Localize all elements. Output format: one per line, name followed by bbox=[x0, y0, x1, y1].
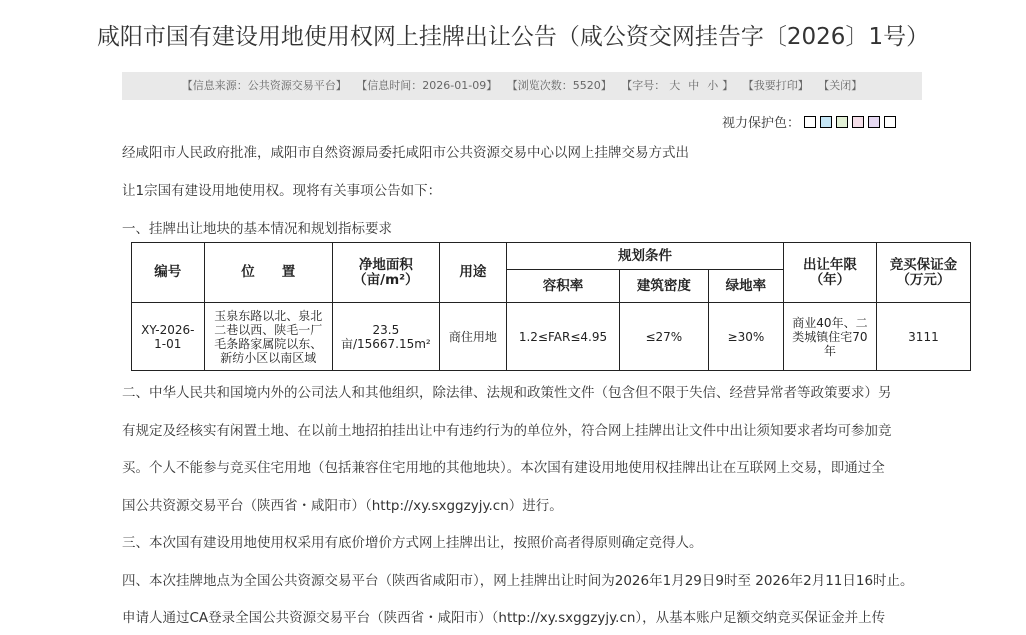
page-title: 咸阳市国有建设用地使用权网上挂牌出让公告（咸公资交网挂告字〔2026〕1号） bbox=[96, 24, 930, 50]
eye-care-label: 视力保护色： bbox=[722, 116, 801, 131]
paragraph-4: 四、本次挂牌地点为全国公共资源交易平台（陕西省咸阳市），网上挂牌出让时间为2026年1月29日9时至 2026年2月11日16时止。 bbox=[122, 573, 914, 589]
eye-care-swatch[interactable] bbox=[868, 116, 880, 128]
cell-term: 商业40年、二类城镇住宅70年 bbox=[784, 303, 877, 371]
print-link[interactable]: 【我要打印】 bbox=[742, 79, 809, 92]
cell-far: 1.2≤FAR≤4.95 bbox=[507, 303, 620, 371]
cell-location: 玉泉东路以北、泉北二巷以西、陕毛一厂毛条路家属院以东、新纺小区以南区域 bbox=[204, 303, 332, 371]
eye-care-swatch[interactable] bbox=[852, 116, 864, 128]
eye-care-selector bbox=[722, 112, 896, 131]
paragraph-intro-line1: 经咸阳市人民政府批准，咸阳市自然资源局委托咸阳市公共资源交易中心以网上挂牌交易方式出 bbox=[122, 145, 689, 161]
eye-care-swatch[interactable] bbox=[884, 116, 896, 128]
section-heading-1: 一、挂牌出让地块的基本情况和规划指标要求 bbox=[122, 221, 392, 237]
cell-use: 商住用地 bbox=[439, 303, 506, 371]
font-size-label: 【字号： bbox=[621, 79, 666, 92]
eye-care-swatch[interactable] bbox=[820, 116, 832, 128]
header-location: 位 置 bbox=[204, 243, 332, 303]
paragraph-intro-line2: 让1宗国有建设用地使用权。现将有关事项公告如下： bbox=[122, 183, 442, 199]
paragraph-2-line4: 国公共资源交易平台（陕西省・咸阳市）（http://xy.sxggzyjy.cn）进行。 bbox=[122, 498, 563, 514]
font-large-link[interactable]: 大 bbox=[669, 79, 681, 92]
info-time: 【信息时间：2026-01-09】 bbox=[356, 79, 498, 92]
close-link[interactable]: 【关闭】 bbox=[818, 79, 863, 92]
cell-density: ≤27% bbox=[619, 303, 708, 371]
land-parcel-table bbox=[131, 242, 971, 371]
header-use: 用途 bbox=[439, 243, 506, 303]
font-size-suffix: 】 bbox=[722, 79, 734, 92]
cell-deposit: 3111 bbox=[876, 303, 970, 371]
header-area: 净地面积（亩/m²） bbox=[332, 243, 439, 303]
paragraph-3: 三、本次国有建设用地使用权采用有底价增价方式网上挂牌出让，按照价高者得原则确定竞得人。 bbox=[122, 535, 703, 551]
font-small-link[interactable]: 小 bbox=[707, 79, 719, 92]
font-size-control bbox=[621, 79, 733, 92]
header-green: 绿地率 bbox=[708, 270, 783, 303]
info-source: 【信息来源：公共资源交易平台】 bbox=[181, 79, 347, 92]
font-medium-link[interactable]: 中 bbox=[688, 79, 700, 92]
table-row bbox=[132, 303, 971, 371]
eye-care-swatch[interactable] bbox=[836, 116, 848, 128]
header-density: 建筑密度 bbox=[619, 270, 708, 303]
paragraph-2-line2: 有规定及经核实有闲置土地、在以前土地招拍挂出让中有违约行为的单位外，符合网上挂牌出让文件中出让须知要求者均可参加竞 bbox=[122, 423, 892, 439]
header-term: 出让年限（年） bbox=[784, 243, 877, 303]
eye-care-swatch[interactable] bbox=[804, 116, 816, 128]
cell-area: 23.5亩/15667.15m² bbox=[332, 303, 439, 371]
cell-id: XY-2026-1-01 bbox=[132, 303, 205, 371]
header-planning: 规划条件 bbox=[507, 243, 784, 270]
info-bar bbox=[122, 72, 922, 100]
paragraph-2-line3: 买。个人不能参与竞买住宅用地（包括兼容住宅用地的其他地块）。本次国有建设用地使用权挂牌出让在互联网上交易，即通过全 bbox=[122, 460, 885, 476]
paragraph-5: 申请人通过CA登录全国公共资源交易平台（陕西省・咸阳市）（http://xy.sxggzyjy.cn），从基本账户足额交纳竞买保证金并上传 bbox=[122, 610, 886, 626]
cell-green: ≥30% bbox=[708, 303, 783, 371]
header-id: 编号 bbox=[132, 243, 205, 303]
header-far: 容积率 bbox=[507, 270, 620, 303]
info-views: 【浏览次数：5520】 bbox=[506, 79, 612, 92]
header-deposit: 竞买保证金（万元） bbox=[876, 243, 970, 303]
paragraph-2-line1: 二、中华人民共和国境内外的公司法人和其他组织，除法律、法规和政策性文件（包含但不限于失信、经营异常者等政策要求）另 bbox=[122, 385, 892, 401]
